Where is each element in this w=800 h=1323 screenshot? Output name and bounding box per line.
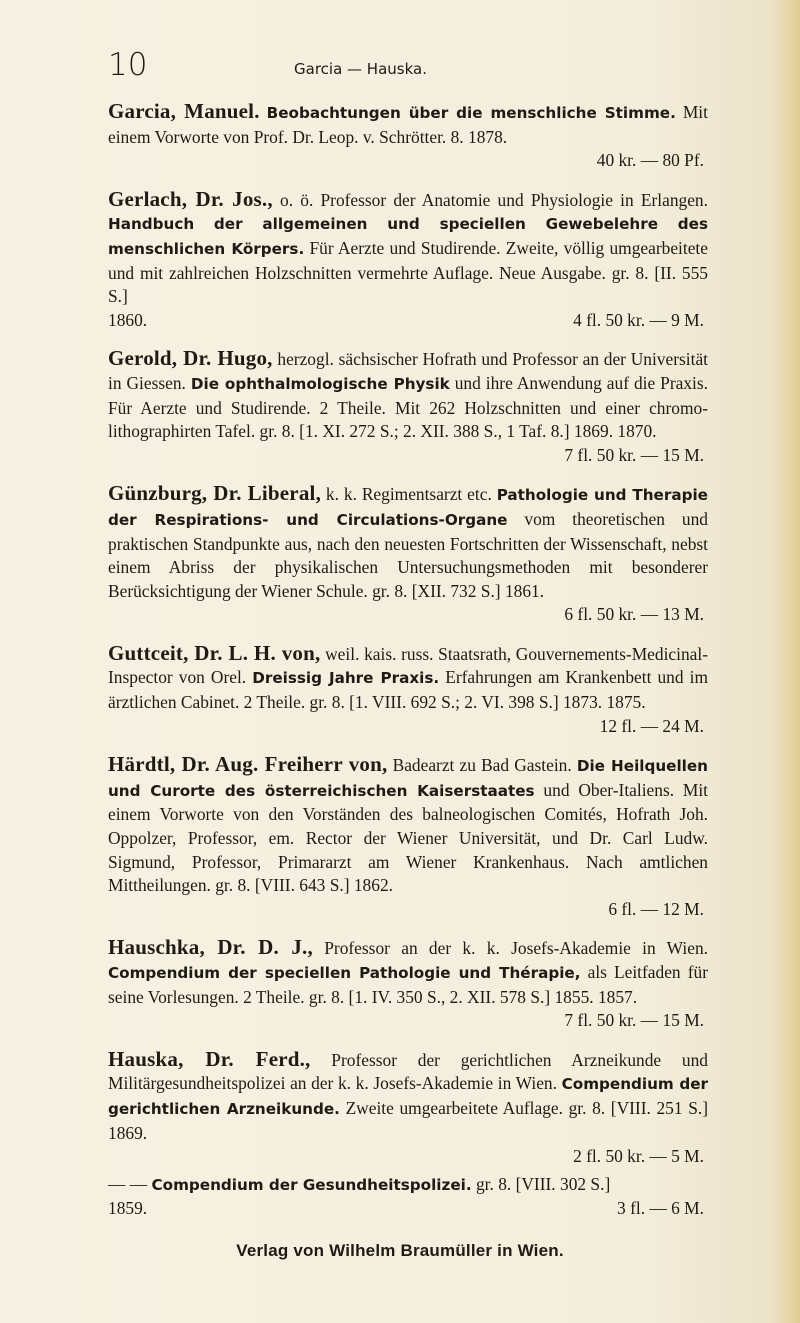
entry-price: 2 fl. 50 kr. — 5 M. bbox=[573, 1146, 704, 1167]
entry-title: Compendium der Gesundheitspolizei. bbox=[151, 1175, 472, 1194]
catalog-entry-haerdtl bbox=[108, 753, 708, 921]
entry-intro: weil. kais. russ. Staatsrath, Gouvernements-Medicinal-Inspector von Orel. bbox=[108, 643, 708, 688]
page-edge-shadow bbox=[774, 0, 800, 1323]
entry-price: 6 fl. — 12 M. bbox=[608, 898, 704, 919]
catalog-entry-hauschka bbox=[108, 936, 708, 1032]
entry-intro: o. ö. Professor der Anatomie und Physiologie in Erlangen. bbox=[280, 189, 708, 210]
catalog-entry-gerlach bbox=[108, 188, 708, 333]
entry-title: Handbuch der allgemeinen und speciellen Gewebelehre des menschlichen Körpers. bbox=[108, 215, 708, 258]
entry-author: Härdtl, Dr. Aug. Freiherr von, bbox=[108, 752, 388, 777]
publisher-footer: Verlag von Wilhelm Braumüller in Wien. bbox=[236, 1241, 564, 1260]
entry-price: 12 fl. — 24 M. bbox=[599, 715, 704, 736]
catalog-entry-hauska bbox=[108, 1048, 708, 1169]
entry-year: 1860. bbox=[108, 309, 148, 330]
entry-intro: Professor der gerichtlichen Arzneikunde und Militärgesundheitspolizei an der k. k. Josefs-Akademie in Wien. bbox=[108, 1049, 708, 1094]
entry-price: 6 fl. 50 kr. — 13 M. bbox=[564, 604, 704, 625]
catalog-entries bbox=[108, 100, 708, 1236]
entry-body: und Ober-Italiens. Mit einem Vorworte von den Vorständen des balneologischen Comités, Hofrath Joh. Oppolzer, Professor, em. Rector der Wiener Universität, und Dr. Carl Ludw. Sigmund, Professor, Primararzt am Wiener Krankenhaus. Nach amtlichen Mittheilungen. gr. 8. [VIII. 643 S.] 1862. bbox=[108, 779, 708, 896]
catalog-entry-guenzburg bbox=[108, 482, 708, 627]
entry-body: Mit einem Vorworte von Prof. Dr. Leop. v. Schrötter. 8. 1878. bbox=[108, 102, 708, 147]
entry-intro: Badearzt zu Bad Gastein. bbox=[392, 755, 572, 776]
ditto-dash: — — bbox=[108, 1173, 148, 1194]
entry-price: 3 fl. — 6 M. bbox=[617, 1198, 704, 1219]
entry-title: Compendium der gerichtlichen Arzneikunde. bbox=[108, 1075, 708, 1118]
running-head: Garcia — Hauska. bbox=[294, 60, 427, 78]
catalog-entry-hauska-continued bbox=[108, 1173, 708, 1221]
entry-price: 7 fl. 50 kr. — 15 M. bbox=[564, 1010, 704, 1031]
entry-author: Gerlach, Dr. Jos., bbox=[108, 186, 273, 211]
catalog-entry-guttceit bbox=[108, 642, 708, 738]
entry-body: vom theoretischen und praktischen Standpunkte aus, nach den neuesten Fortschritten der Wissenschaft, nebst einem Abriss der physikalischen Untersuchungsmethoden mit besonderer Berücksichtigung der Wiener Schule. gr. 8. [XII. 732 S.] 1861. bbox=[108, 508, 708, 601]
entry-body: als Leitfaden für seine Vorlesungen. 2 Theile. gr. 8. [1. IV. 350 S., 2. XII. 578 S.] 1855. 1857. bbox=[108, 962, 708, 1007]
entry-title: Pathologie und Therapie der Respirations- und Circulations-Organe bbox=[108, 486, 708, 529]
entry-author: Guttceit, Dr. L. H. von, bbox=[108, 640, 321, 665]
entry-author: Gerold, Dr. Hugo, bbox=[108, 346, 273, 371]
catalog-entry-gerold bbox=[108, 347, 708, 467]
entry-body: Erfahrungen am Krankenbett und im ärztlichen Cabinet. 2 Theile. gr. 8. [1. VIII. 692 S.; 2. VI. 398 S.] 1873. 1875. bbox=[108, 667, 708, 713]
entry-price: 40 kr. — 80 Pf. bbox=[596, 150, 704, 171]
catalog-entry-garcia bbox=[108, 100, 708, 173]
entry-intro: Professor an der k. k. Josefs-Akademie in Wien. bbox=[324, 938, 708, 959]
entry-body: Zweite umgearbeitete Auflage. gr. 8. [VIII. 251 S.] 1869. bbox=[108, 1097, 708, 1143]
entry-year: 1859. bbox=[108, 1198, 148, 1219]
entry-title: Compendium der speciellen Pathologie und Thérapie, bbox=[108, 964, 581, 982]
entry-author: Günzburg, Dr. Liberal, bbox=[108, 481, 322, 506]
entry-body: gr. 8. [VIII. 302 S.] bbox=[475, 1173, 611, 1194]
entry-author: Hauska, Dr. Ferd., bbox=[108, 1046, 311, 1071]
page-number: 10 bbox=[108, 47, 148, 83]
entry-price: 4 fl. 50 kr. — 9 M. bbox=[573, 309, 704, 330]
entry-title: Beobachtungen über die menschliche Stimme. bbox=[266, 104, 676, 122]
entry-intro: k. k. Regimentsarzt etc. bbox=[325, 484, 492, 505]
entry-title: Die Heilquellen und Curorte des österreichischen Kaiserstaates bbox=[108, 757, 708, 800]
entry-author: Garcia, Manuel. bbox=[108, 99, 260, 123]
entry-intro: herzogl. sächsischer Hofrath und Professor an der Universität in Giessen. bbox=[108, 349, 708, 393]
entry-price: 7 fl. 50 kr. — 15 M. bbox=[564, 444, 704, 465]
entry-title: Die ophthalmologische Physik bbox=[190, 374, 450, 393]
entry-title: Dreissig Jahre Praxis. bbox=[252, 669, 440, 688]
entry-author: Hauschka, Dr. D. J., bbox=[108, 935, 313, 960]
entry-body: Für Aerzte und Studirende. Zweite, völlig umgearbeitete und mit zahlreichen Holzschnitten vermehrte Auflage. Neue Ausgabe. gr. 8. [II. 555 S.] bbox=[108, 237, 708, 307]
page-header bbox=[108, 48, 708, 88]
entry-body: und ihre Anwendung auf die Praxis. Für Aerzte und Studirende. 2 Theile. Mit 262 Holzschnitten und einer chromo-lithographirten Tafel. gr. 8. [1. XI. 272 S.; 2. XII. 388 S., 1 Taf. 8.] 1869. 1870. bbox=[108, 372, 708, 442]
